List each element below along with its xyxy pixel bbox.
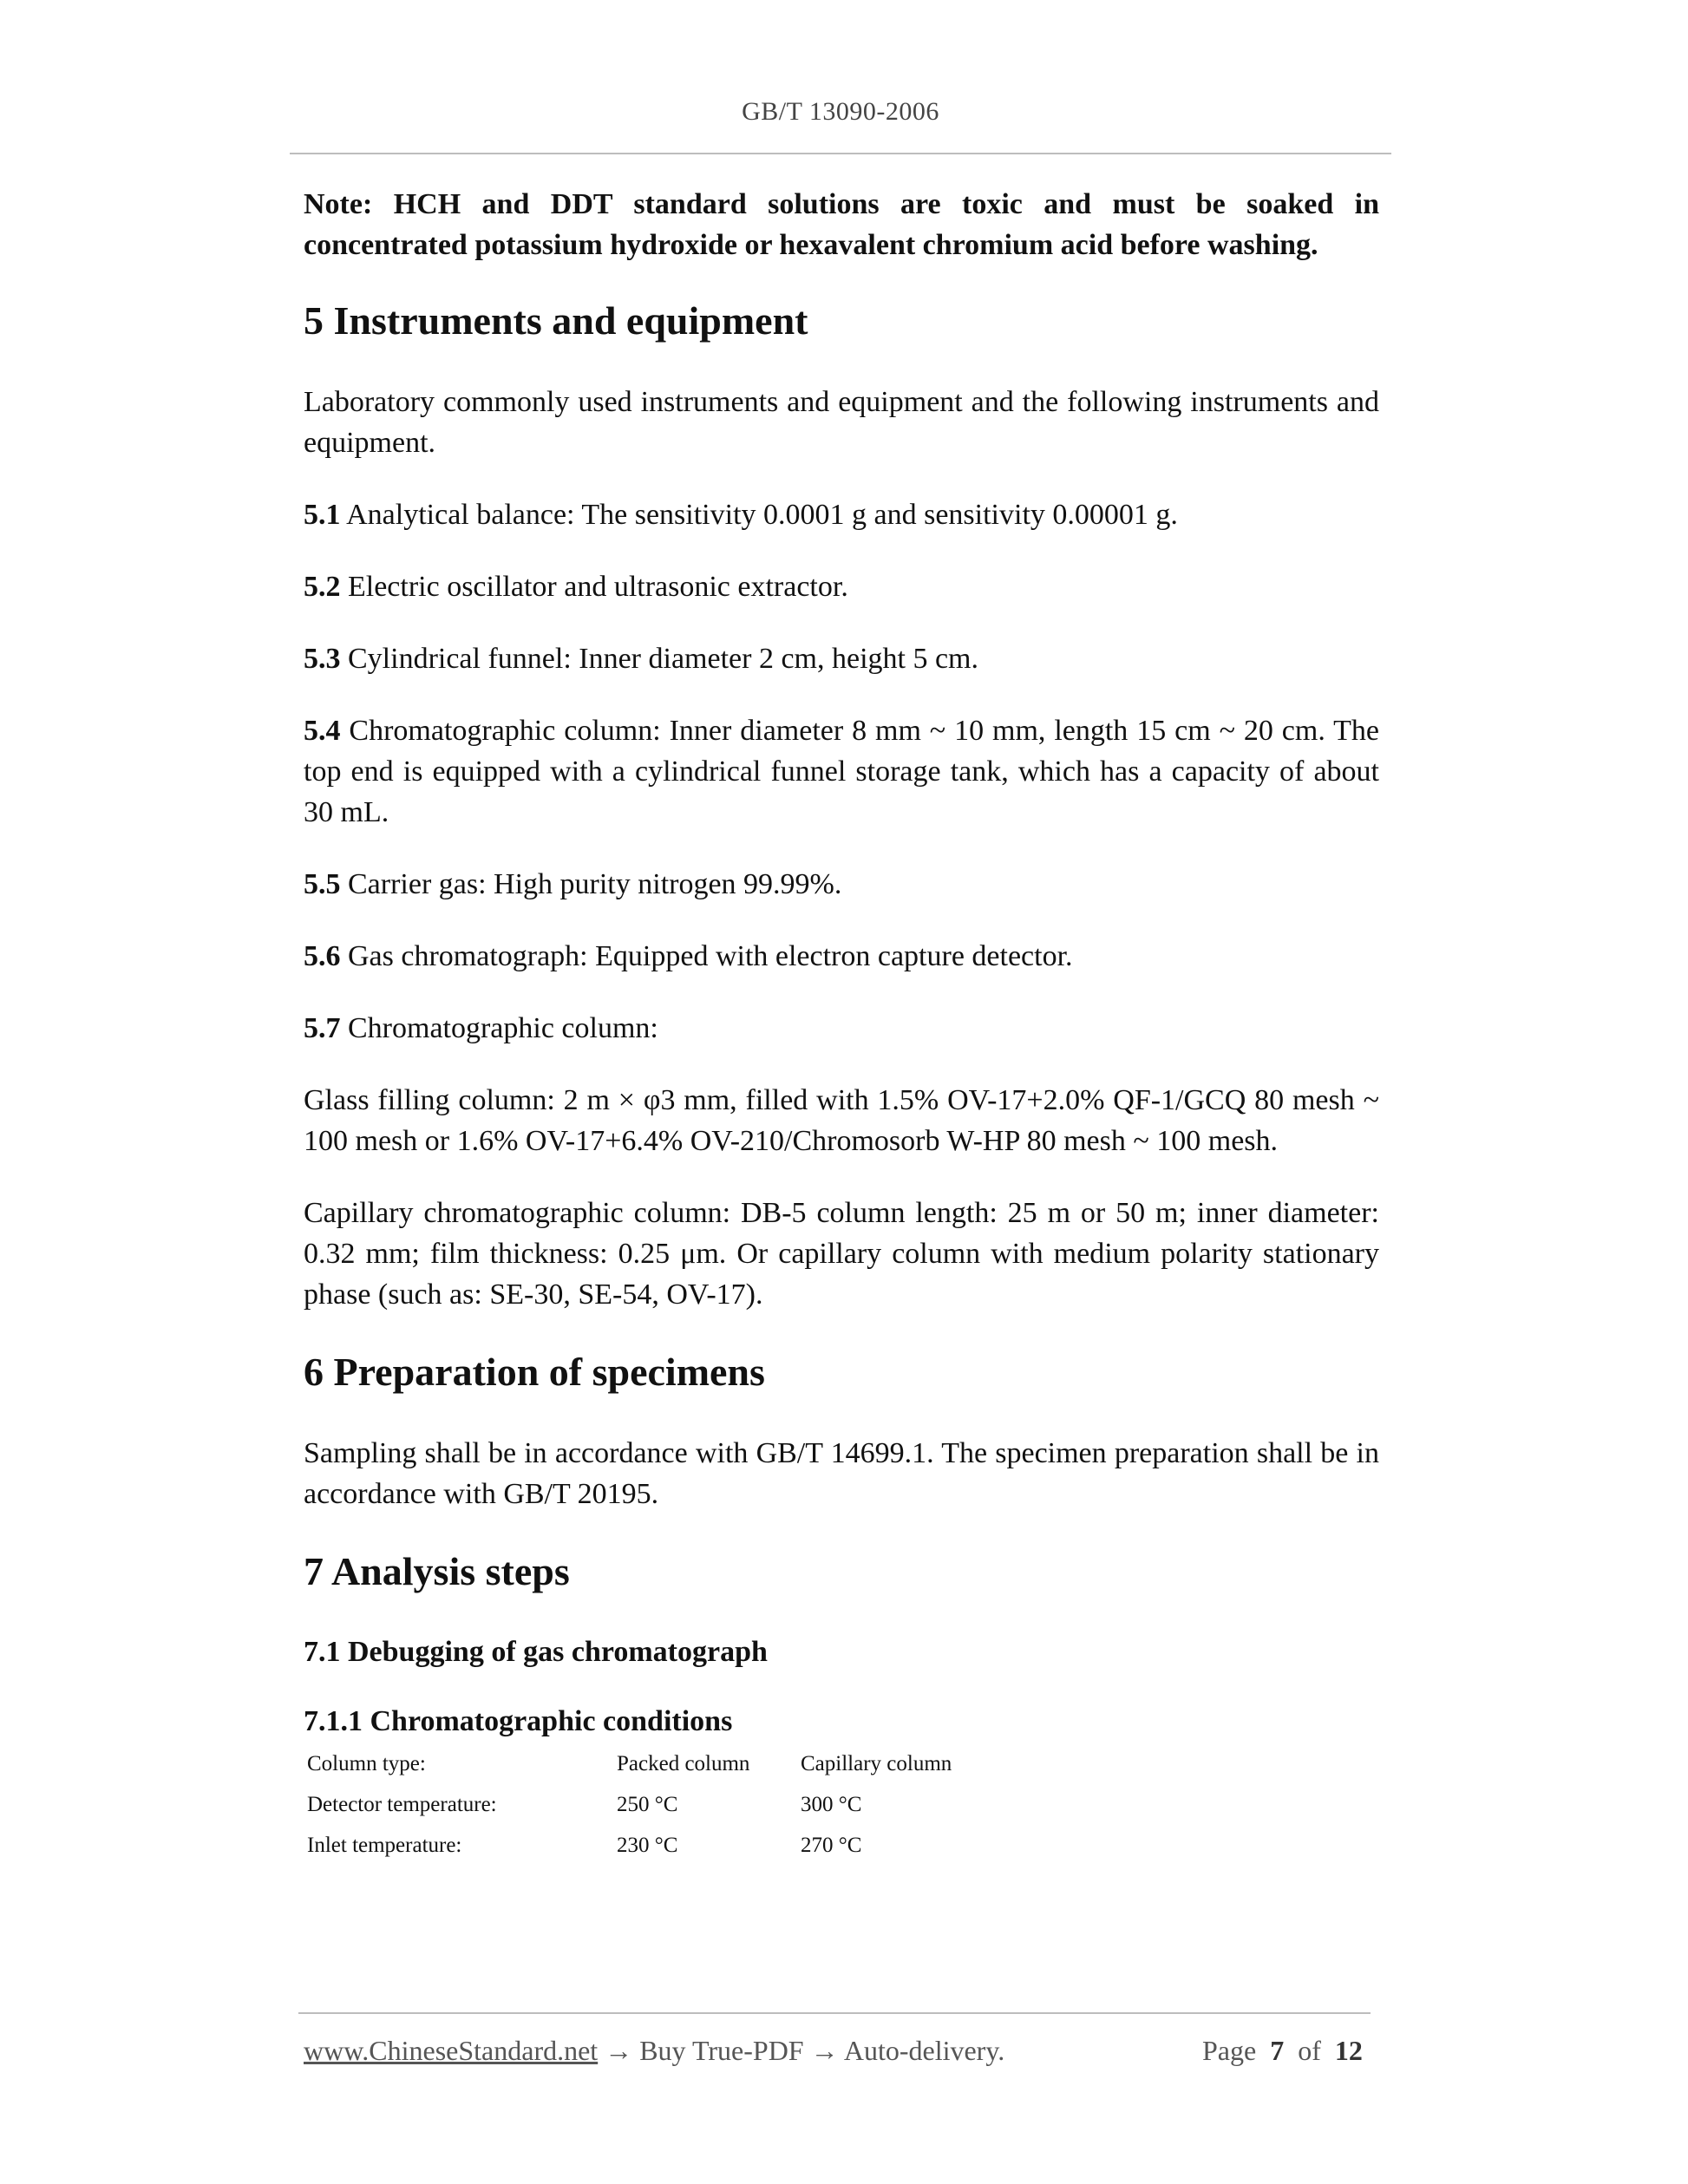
- table-row: [307, 1825, 1026, 1866]
- item-text: Electric oscillator and ultrasonic extractor.: [340, 571, 848, 603]
- table-cell: 250 °C: [617, 1792, 678, 1816]
- table-cell: Inlet temperature:: [307, 1833, 462, 1857]
- of-label: of: [1298, 2035, 1321, 2066]
- section-7-heading: 7 Analysis steps: [304, 1549, 570, 1593]
- item-number: 5.4: [304, 715, 341, 747]
- promo-text: → Buy True-PDF → Auto-delivery.: [598, 2035, 1005, 2066]
- table-cell: 300 °C: [801, 1792, 862, 1816]
- table-cell: Column type:: [307, 1751, 426, 1775]
- item-text: Chromatographic column: Inner diameter 8 mm ~ 10 mm, length 15 cm ~ 20 cm. The top end is equipped with a cylindrical funnel storage tank, which has a capacity of about 30 mL.: [304, 715, 1379, 828]
- table-row: [307, 1784, 1026, 1825]
- item-5-5: [304, 864, 1379, 905]
- table-cell: 270 °C: [801, 1833, 862, 1857]
- item-5-6: [304, 936, 1379, 977]
- item-5-2: [304, 566, 1379, 607]
- subsection-7-1-1-heading: 7.1.1 Chromatographic conditions: [304, 1705, 733, 1737]
- chromatographic-conditions-table: [307, 1743, 1026, 1866]
- item-5-1: [304, 494, 1379, 535]
- item-text: Analytical balance: The sensitivity 0.0001 g and sensitivity 0.00001 g.: [340, 499, 1178, 531]
- item-text: Carrier gas: High purity nitrogen 99.99%.: [340, 868, 842, 900]
- site-link[interactable]: www.ChineseStandard.net: [304, 2035, 599, 2066]
- item-number: 5.3: [304, 643, 341, 675]
- footer-divider: [298, 2012, 1371, 2014]
- item-number: 5.2: [304, 571, 341, 603]
- section-5-intro: Laboratory commonly used instruments and equipment and the following instruments and equipment.: [304, 386, 1379, 459]
- table-row: [307, 1743, 1026, 1784]
- item-text: Cylindrical funnel: Inner diameter 2 cm, height 5 cm.: [340, 643, 978, 675]
- item-number: 5.6: [304, 940, 341, 972]
- subsection-7-1-heading: 7.1 Debugging of gas chromatograph: [304, 1636, 768, 1668]
- item-5-4: [304, 710, 1379, 833]
- page-label: Page: [1202, 2035, 1257, 2066]
- section-5-heading: 5 Instruments and equipment: [304, 298, 808, 343]
- table-cell: 230 °C: [617, 1833, 678, 1857]
- section-6-heading: 6 Preparation of specimens: [304, 1350, 765, 1394]
- header-divider: [290, 153, 1391, 154]
- page-content: [304, 184, 1379, 1866]
- capillary-column-spec: Capillary chromatographic column: DB-5 column length: 25 m or 50 m; inner diameter: 0.32 mm; film thickness: 0.25 μm. Or capillary column with medium polarity stationary phase (such as: SE-30, SE-54, OV-17).: [304, 1197, 1379, 1311]
- item-number: 5.7: [304, 1012, 341, 1044]
- item-text: Chromatographic column:: [340, 1012, 658, 1044]
- table-cell: Packed column: [617, 1751, 750, 1775]
- item-number: 5.5: [304, 868, 341, 900]
- footer-promo: [304, 2035, 1004, 2067]
- toxicity-note: Note: HCH and DDT standard solutions are toxic and must be soaked in concentrated potassium hydroxide or hexavalent chromium acid before washing.: [304, 188, 1379, 261]
- page-indicator: [1202, 2035, 1363, 2067]
- table-cell: Capillary column: [801, 1751, 952, 1775]
- table-cell: Detector temperature:: [307, 1792, 497, 1816]
- item-5-3: [304, 638, 1379, 679]
- section-6-text: Sampling shall be in accordance with GB/T 14699.1. The specimen preparation shall be in accordance with GB/T 20195.: [304, 1437, 1379, 1510]
- document-id-header: GB/T 13090-2006: [742, 97, 939, 126]
- page-number: 7: [1270, 2035, 1285, 2066]
- item-number: 5.1: [304, 499, 341, 531]
- page-total: 12: [1334, 2035, 1363, 2066]
- glass-column-spec: Glass filling column: 2 m × φ3 mm, filled with 1.5% OV-17+2.0% QF-1/GCQ 80 mesh ~ 100 mesh or 1.6% OV-17+6.4% OV-210/Chromosorb W-HP 80 mesh ~ 100 mesh.: [304, 1084, 1379, 1157]
- item-text: Gas chromatograph: Equipped with electron capture detector.: [340, 940, 1073, 972]
- item-5-7: [304, 1008, 1379, 1049]
